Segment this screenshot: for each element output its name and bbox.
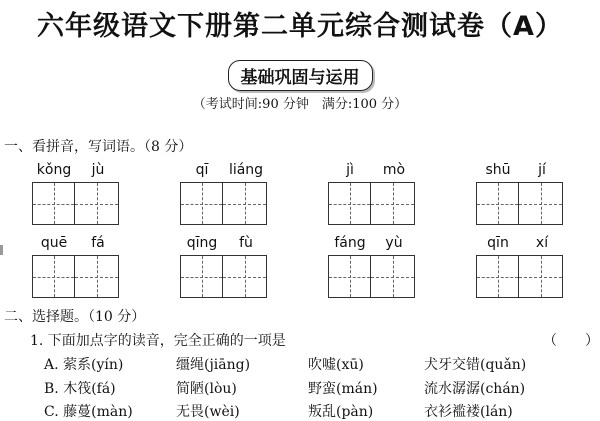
writing-box[interactable] bbox=[519, 182, 563, 225]
word-group-1 bbox=[32, 162, 119, 225]
option-item: 犬牙交错(quǎn) bbox=[424, 357, 527, 373]
writing-box[interactable] bbox=[180, 255, 223, 298]
writing-box[interactable] bbox=[32, 182, 75, 225]
pinyin: quē bbox=[40, 235, 68, 251]
pinyin: qīng bbox=[186, 235, 218, 251]
pinyin: liáng bbox=[228, 162, 264, 178]
writing-box[interactable] bbox=[371, 182, 415, 225]
subtitle-wrap bbox=[0, 60, 600, 91]
section-subtitle: 基础巩固与运用 bbox=[228, 60, 373, 91]
word-group-3 bbox=[328, 162, 415, 225]
option-item: B. 木筏(fá) bbox=[44, 381, 116, 397]
pinyin: mò bbox=[382, 162, 406, 178]
section1-heading: 一、看拼音，写词语。（8 分） bbox=[4, 139, 193, 155]
writing-box[interactable] bbox=[223, 182, 267, 225]
writing-box[interactable] bbox=[75, 255, 119, 298]
page-edge-mark bbox=[0, 245, 3, 255]
option-item: 流水潺潺(chán) bbox=[424, 381, 526, 397]
option-item: A. 萦系(yín) bbox=[44, 357, 124, 373]
option-item: 叛乱(pàn) bbox=[308, 404, 374, 420]
answer-blank[interactable]: （ ） bbox=[543, 333, 599, 349]
pinyin: yù bbox=[385, 235, 403, 251]
writing-box[interactable] bbox=[476, 255, 519, 298]
section2-heading: 二、选择题。（10 分） bbox=[4, 309, 146, 325]
word-group-6 bbox=[180, 235, 267, 298]
pinyin: shū bbox=[485, 162, 511, 178]
writing-box[interactable] bbox=[328, 255, 371, 298]
writing-box[interactable] bbox=[328, 182, 371, 225]
option-item: 无畏(wèi) bbox=[176, 404, 240, 420]
word-group-7 bbox=[328, 235, 415, 298]
option-item: 野蛮(mán) bbox=[308, 381, 378, 397]
word-group-8 bbox=[476, 235, 563, 298]
pinyin: fáng bbox=[334, 235, 366, 251]
exam-title: 六年级语文下册第二单元综合测试卷（A） bbox=[37, 11, 563, 42]
option-item: 吹嘘(xū) bbox=[308, 357, 364, 373]
word-group-4 bbox=[476, 162, 563, 225]
writing-box[interactable] bbox=[371, 255, 415, 298]
pinyin: xí bbox=[535, 235, 549, 251]
pinyin: jù bbox=[91, 162, 105, 178]
option-item: 衣衫褴褛(lán) bbox=[424, 404, 513, 420]
pinyin: fù bbox=[239, 235, 253, 251]
question-1: 1. 下面加点字的读音，完全正确的一项是 bbox=[30, 333, 286, 349]
word-group-5 bbox=[32, 235, 119, 298]
option-item: C. 藤蔓(màn) bbox=[44, 404, 133, 420]
pinyin: qīn bbox=[487, 235, 509, 251]
exam-meta: （考试时间:90 分钟 满分:100 分） bbox=[192, 97, 408, 112]
pinyin: jí bbox=[538, 162, 546, 178]
writing-box[interactable] bbox=[32, 255, 75, 298]
writing-box[interactable] bbox=[519, 255, 563, 298]
writing-box[interactable] bbox=[180, 182, 223, 225]
writing-box[interactable] bbox=[476, 182, 519, 225]
pinyin: qī bbox=[195, 162, 209, 178]
pinyin: kǒng bbox=[36, 162, 72, 178]
pinyin: jì bbox=[346, 162, 354, 178]
option-item: 缰绳(jiāng) bbox=[176, 357, 251, 373]
option-item: 简陋(lòu) bbox=[176, 381, 237, 397]
word-group-2 bbox=[180, 162, 267, 225]
pinyin: fá bbox=[91, 235, 105, 251]
writing-box[interactable] bbox=[223, 255, 267, 298]
writing-box[interactable] bbox=[75, 182, 119, 225]
